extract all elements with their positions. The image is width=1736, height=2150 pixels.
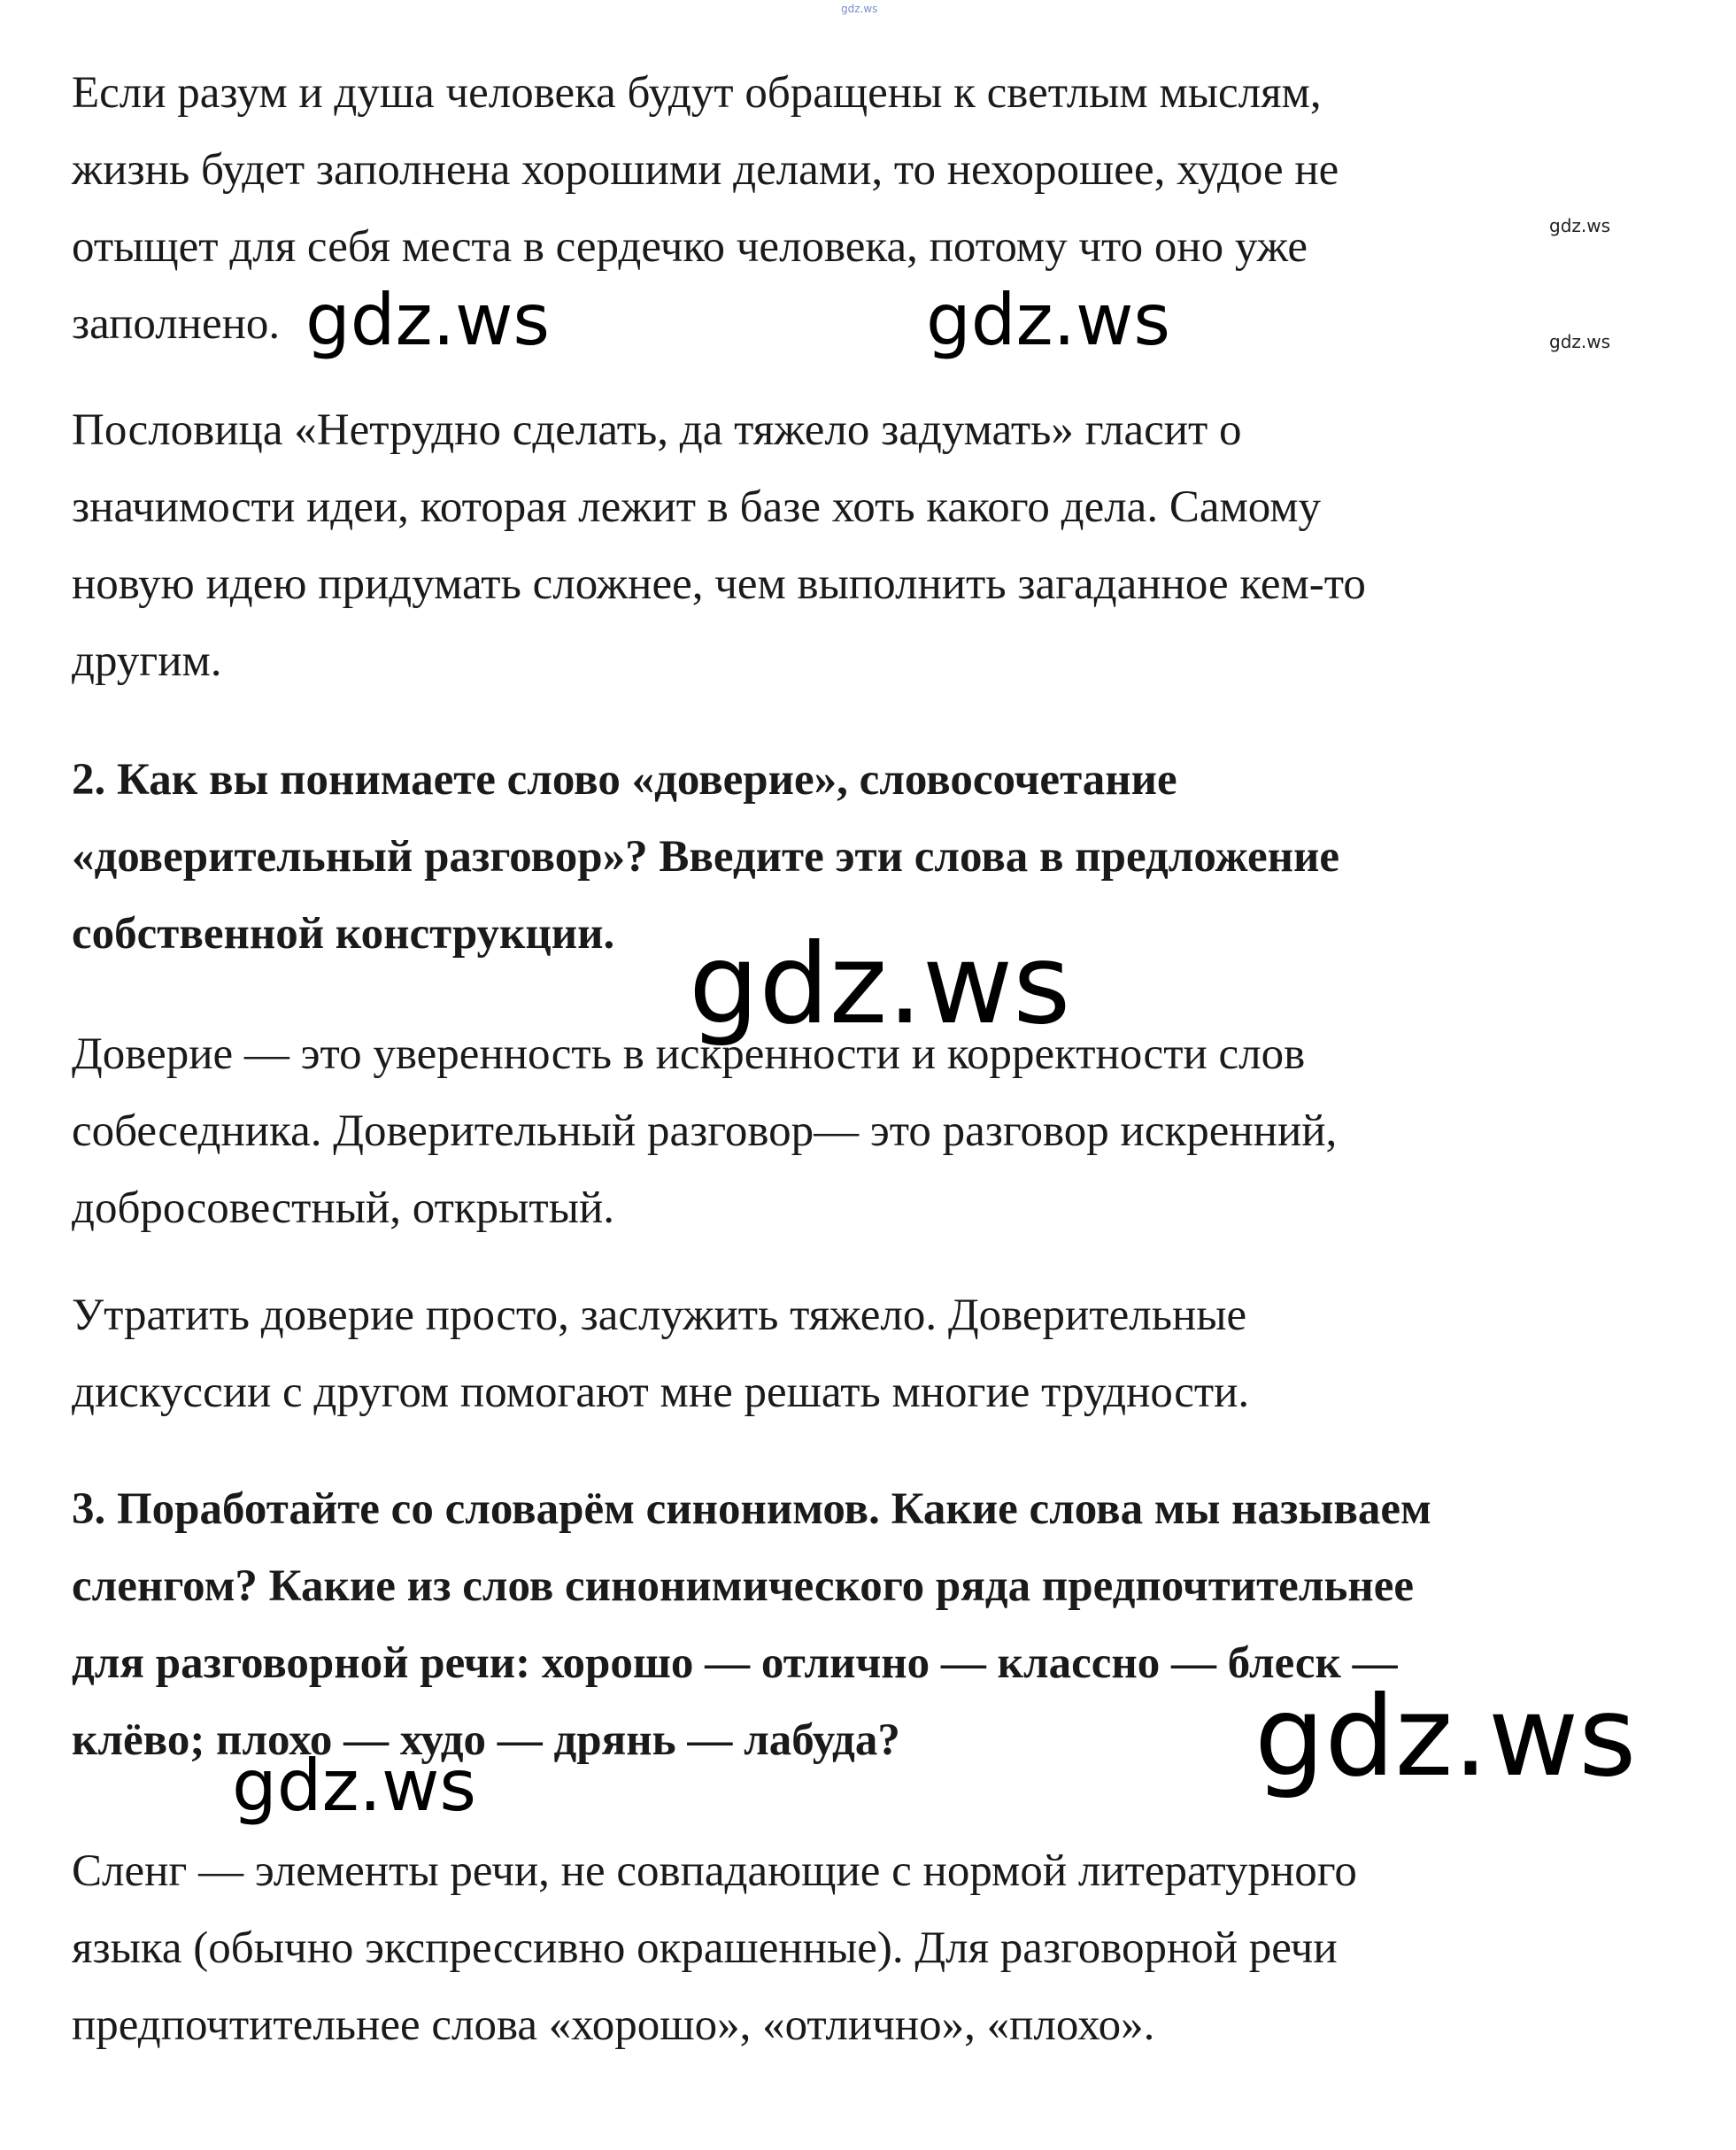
- watermark-inline-1: gdz.ws: [305, 279, 551, 361]
- question-3: [72, 1471, 1431, 1779]
- text-line: Пословица «Нетрудно сделать, да тяжело задумать» гласит о: [72, 405, 1242, 455]
- text-line: Если разум и душа человека будут обращены к светлым мыслям,: [72, 68, 1322, 118]
- paragraph-proverb: [72, 392, 1366, 700]
- watermark-inline-2: gdz.ws: [926, 279, 1171, 361]
- text-line: собеседника. Доверительный разговор— это разговор искренний,: [72, 1106, 1338, 1156]
- watermark-right-big: gdz.ws: [1254, 1673, 1637, 1801]
- text-line: другим.: [72, 636, 222, 686]
- watermark-margin-2: gdz.ws: [1549, 331, 1611, 352]
- question-line: сленгом? Какие из слов синонимического ряда предпочтительнее: [72, 1561, 1415, 1611]
- question-line: для разговорной речи: хорошо — отлично — классно — блеск —: [72, 1638, 1398, 1688]
- text-line: предпочтительнее слова «хорошо», «отлично», «плохо».: [72, 2000, 1155, 2050]
- answer-2-definition: [72, 1016, 1337, 1247]
- watermark-top: gdz.ws: [841, 3, 878, 15]
- question-line: собственной конструкции.: [72, 909, 615, 959]
- question-line: клёво; плохо — худо — дрянь — лабуда?: [72, 1715, 900, 1765]
- watermark-bottom-left: gdz.ws: [232, 1745, 477, 1827]
- text-line: Утратить доверие просто, заслужить тяжело. Доверительные: [72, 1291, 1247, 1340]
- text-line: языка (обычно экспрессивно окрашенные). Для разговорной речи: [72, 1923, 1338, 1973]
- text-line: жизнь будет заполнена хорошими делами, то нехорошее, худое не: [72, 145, 1339, 195]
- answer-3: [72, 1833, 1357, 2064]
- text-line: значимости идеи, которая лежит в базе хоть какого дела. Самому: [72, 482, 1322, 532]
- question-line: 2. Как вы понимаете слово «доверие», словосочетание: [72, 755, 1177, 805]
- question-line: «доверительный разговор»? Введите эти слова в предложение: [72, 832, 1339, 882]
- answer-2-sentences: [72, 1277, 1249, 1431]
- watermark-margin-1: gdz.ws: [1549, 215, 1611, 236]
- text-line: Сленг — элементы речи, не совпадающие с нормой литературного: [72, 1846, 1357, 1896]
- text-line: добросовестный, открытый.: [72, 1183, 615, 1233]
- watermark-center-big: gdz.ws: [689, 921, 1071, 1049]
- text-line: отыщет для себя места в сердечко человека, потому что оно уже: [72, 222, 1308, 272]
- text-line: заполнено.: [72, 299, 281, 349]
- text-line: дискуссии с другом помогают мне решать многие трудности.: [72, 1368, 1250, 1417]
- text-line: новую идею придумать сложнее, чем выполнить загаданное кем-то: [72, 559, 1366, 609]
- text-line: Доверие — это уверенность в искренности и корректности слов: [72, 1029, 1306, 1079]
- question-line: 3. Поработайте со словарём синонимов. Какие слова мы называем: [72, 1484, 1431, 1534]
